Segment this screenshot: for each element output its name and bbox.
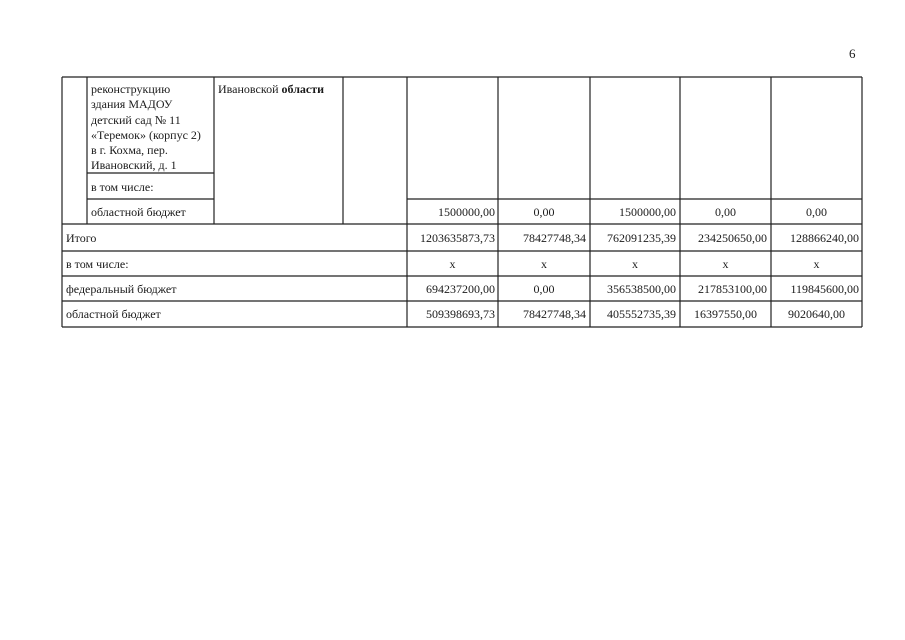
value-cell: 509398693,73 xyxy=(426,307,495,321)
value-cell: x xyxy=(541,257,547,271)
row-label-regional-budget: областной бюджет xyxy=(66,307,161,321)
value-cell: 16397550,00 xyxy=(694,307,757,321)
description-line: детский сад № 11 xyxy=(91,112,181,127)
description-line: реконструкцию xyxy=(91,82,171,96)
value-cell: x xyxy=(722,257,729,271)
project-description xyxy=(91,82,215,174)
value-cell: 1203635873,73 xyxy=(420,231,495,245)
value-cell: 78427748,34 xyxy=(523,231,586,245)
value-cell: 0,00 xyxy=(806,205,827,219)
value-cell: 119845600,00 xyxy=(790,282,859,296)
value-cell: 0,00 xyxy=(533,205,555,219)
row-label-in-that-number: в том числе: xyxy=(66,257,129,271)
description-line: в г. Кохма, пер. xyxy=(91,143,168,158)
value-cell: x xyxy=(632,257,638,271)
value-cell: x xyxy=(813,257,820,271)
value-cell: 694237200,00 xyxy=(426,282,495,296)
description-line: Ивановский, д. 1 xyxy=(91,158,177,173)
description-line: «Теремок» (корпус 2) xyxy=(91,127,201,142)
value-cell: 0,00 xyxy=(715,205,736,219)
value-cell: 128866240,00 xyxy=(790,231,859,245)
value-cell: 9020640,00 xyxy=(788,307,845,321)
in-that-number-label: в том числе: xyxy=(91,180,154,194)
region-suffix: области xyxy=(281,82,325,96)
region-prefix: Ивановской xyxy=(218,82,279,96)
value-cell: 1500000,00 xyxy=(619,205,676,219)
value-cell: x xyxy=(449,257,456,271)
value-cell: 405552735,39 xyxy=(607,307,676,321)
value-cell: 0,00 xyxy=(533,282,555,296)
regional-budget-label: областной бюджет xyxy=(91,205,186,219)
page-number: 6 xyxy=(849,46,856,61)
value-cell: 356538500,00 xyxy=(607,282,676,296)
value-cell: 762091235,39 xyxy=(607,231,676,245)
value-cell: 78427748,34 xyxy=(523,307,586,321)
description-line: здания МАДОУ xyxy=(91,97,173,112)
value-cell: 1500000,00 xyxy=(438,205,495,219)
value-cell: 217853100,00 xyxy=(698,282,767,296)
row-label-total: Итого xyxy=(66,231,97,245)
row-label-federal-budget: федеральный бюджет xyxy=(66,282,177,296)
value-cell: 234250650,00 xyxy=(698,231,767,245)
region-name xyxy=(218,82,324,97)
